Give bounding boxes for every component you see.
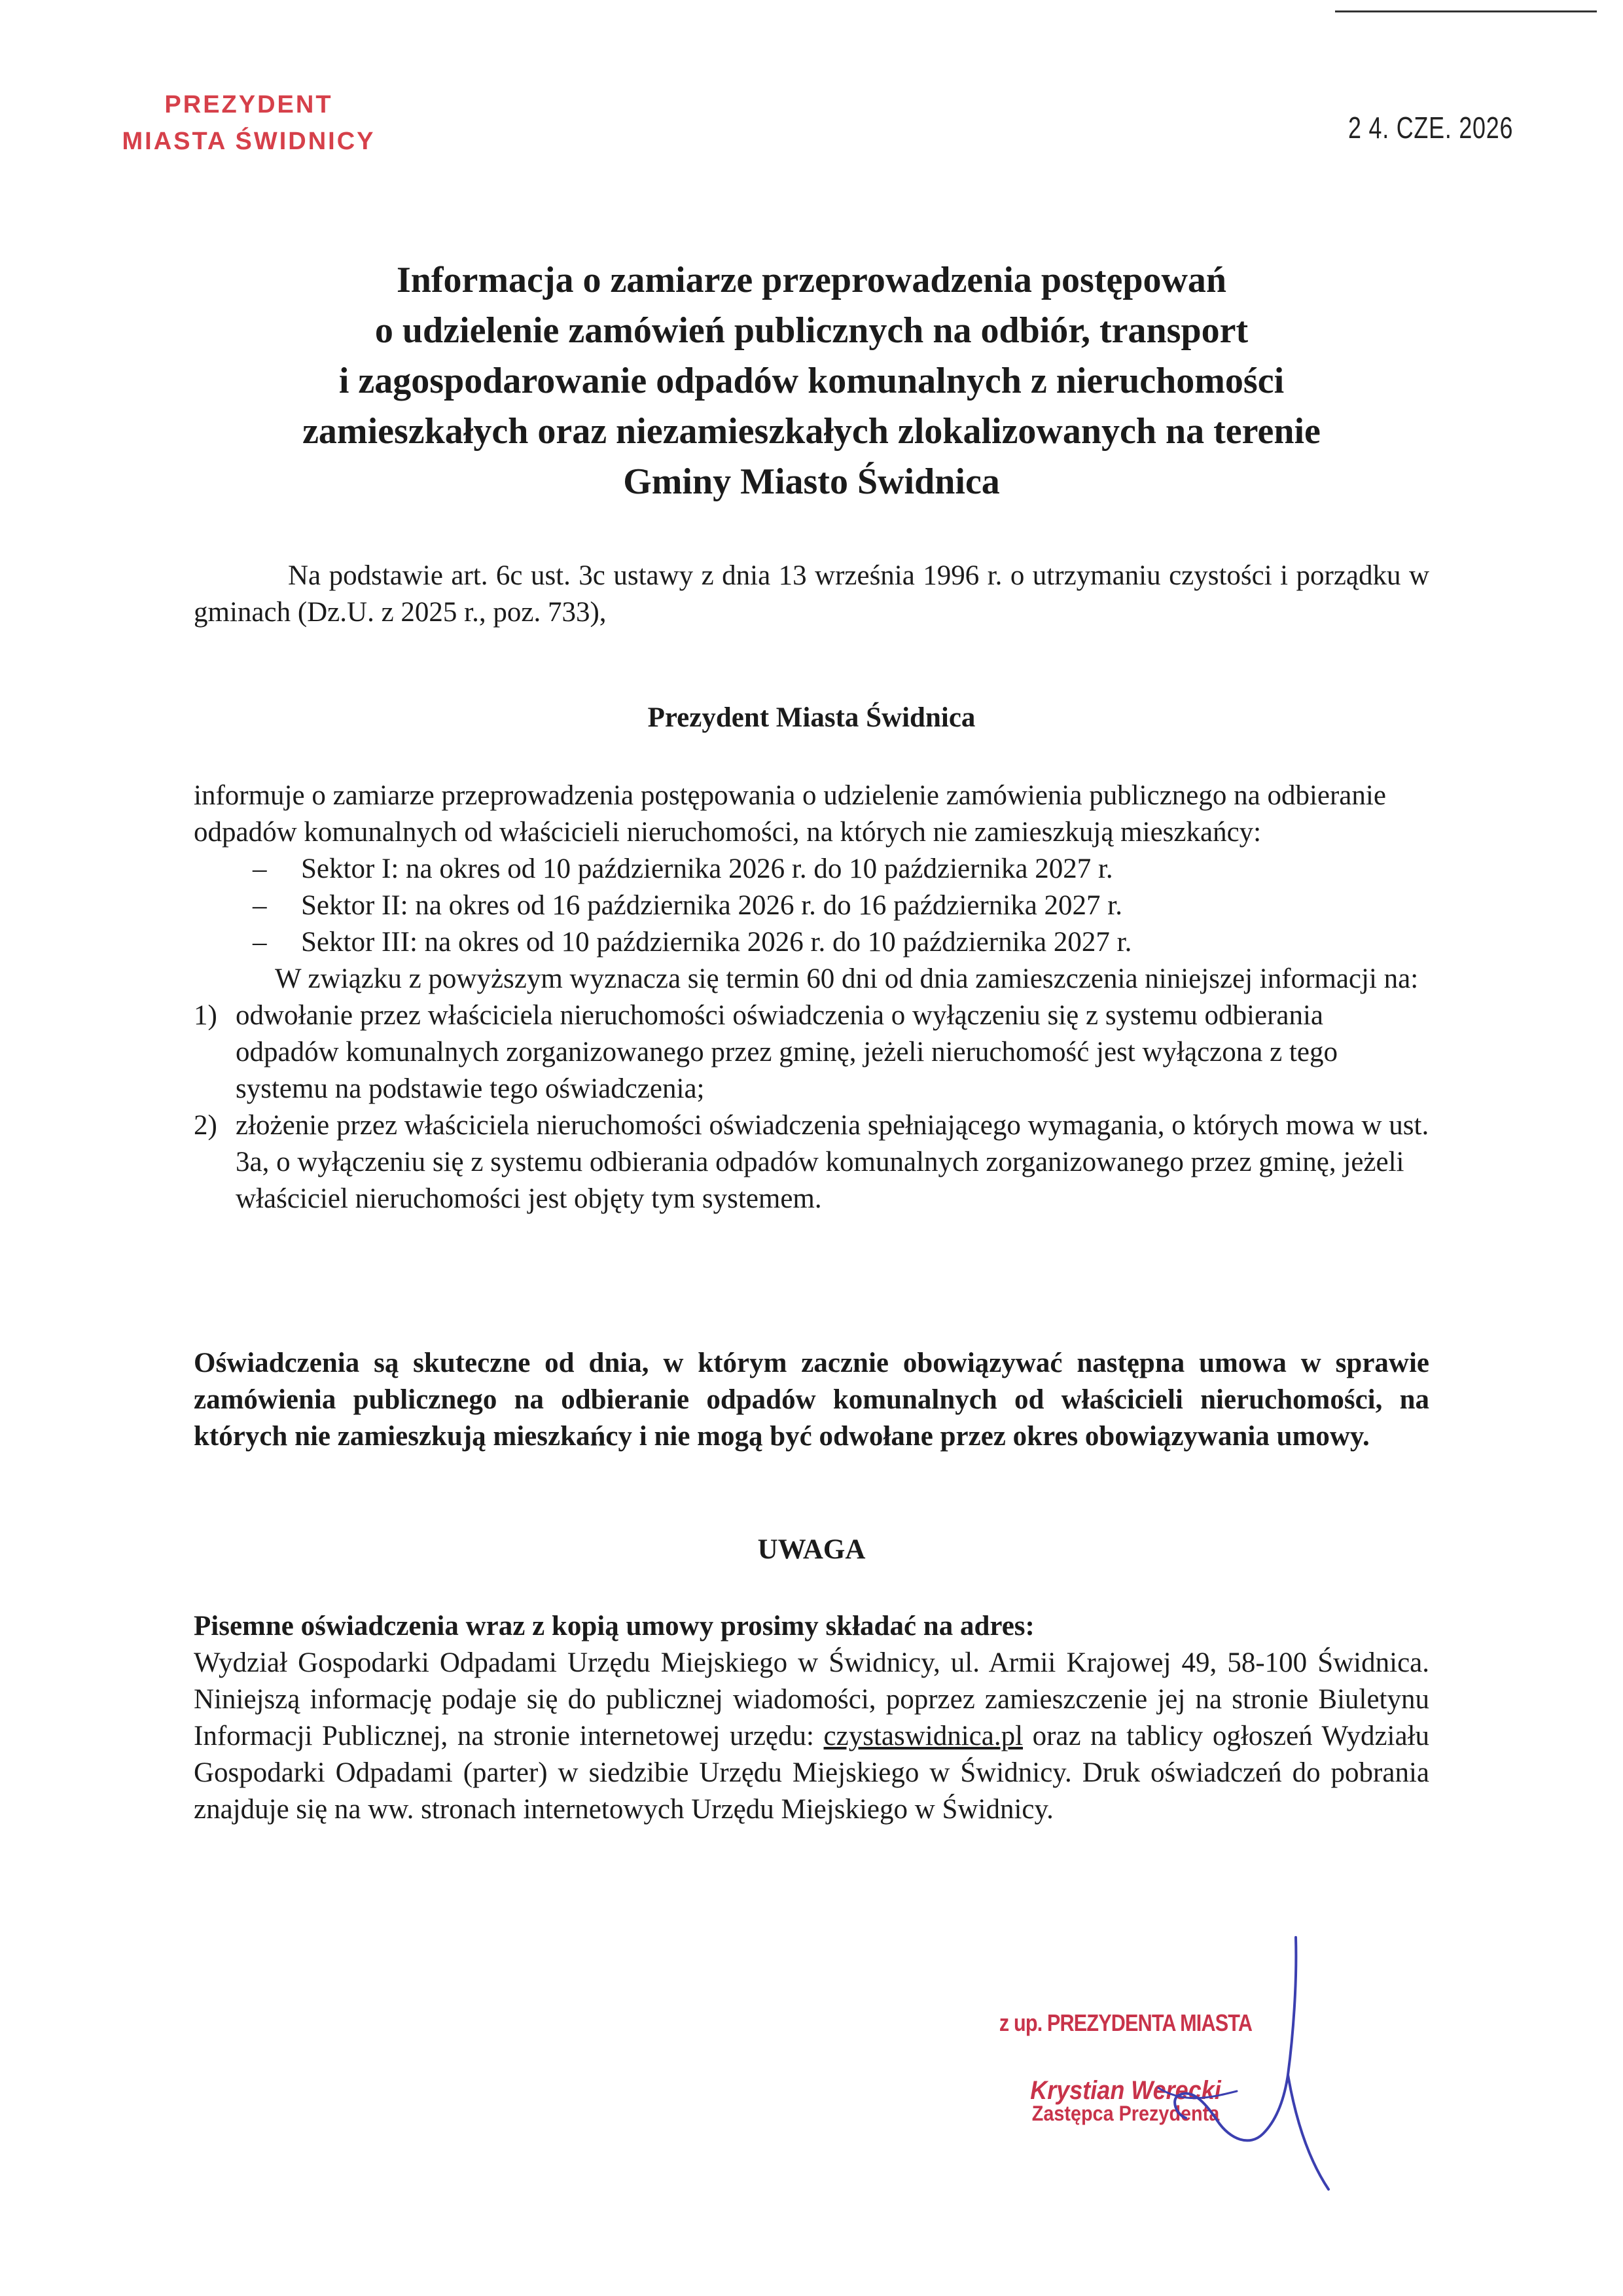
signatory-name: Krystian Werecki	[1030, 2076, 1221, 2105]
president-heading: Prezydent Miasta Świdnica	[647, 702, 976, 733]
item-text: złożenie przez właściciela nieruchomości oświadczenia spełniającego wymagania, o których mowa w ust. 3a, o wyłączeniu się z systemu odbierania odpadów komunalnych zorganizowanego przez gminę, jeżeli właściciel nieruchomości jest objęty tym systemem.	[236, 1110, 1429, 1214]
office-stamp	[98, 86, 399, 160]
numbered-item	[194, 1107, 1429, 1217]
top-rule	[1335, 10, 1597, 12]
sector-text: Sektor I: na okres od 10 października 2026 r. do 10 października 2027 r.	[301, 853, 1113, 884]
notice-heading: UWAGA	[757, 1534, 866, 1565]
website-link[interactable]: czystaswidnica.pl	[823, 1721, 1024, 1751]
address-section	[194, 1608, 1429, 1828]
item-number: 1)	[194, 1000, 217, 1031]
information-section	[194, 778, 1429, 1217]
effective-date-paragraph: Oświadczenia są skuteczne od dnia, w którym zacznie obowiązywać następna umowa w sprawie zamówienia publicznego na odbieranie odpadów komunalnych od właścicieli nieruchomości, na których nie zamieszkują mieszkańcy i nie mogą być odwołane przez okres obowiązywania umowy.	[194, 1348, 1429, 1452]
sector-item	[194, 888, 1429, 924]
term-paragraph: W związku z powyższym wyznacza się termin 60 dni od dnia zamieszczenia niniejszej informacji na:	[275, 963, 1419, 994]
dash-bullet: –	[253, 890, 267, 921]
title-line: Gminy Miasto Świdnica	[623, 461, 1000, 502]
address-text: Wydział Gospodarki Odpadami Urzędu Miejskiego w Świdnicy, ul. Armii Krajowej 49, 58-100 Świdnica. Niniejszą informację podaje się do publicznej wiadomości, poprzez zamieszczenie jej na stronie Biuletynu Informacji Publicznej, na stronie internetowej urzędu:	[194, 1647, 1429, 1751]
item-number: 2)	[194, 1110, 217, 1141]
legal-basis-paragraph: Na podstawie art. 6c ust. 3c ustawy z dnia 13 września 1996 r. o utrzymaniu czystości i porządku w gminach (Dz.U. z 2025 r., poz. 733),	[194, 560, 1429, 628]
dash-bullet: –	[253, 853, 267, 884]
info-paragraph: informuje o zamiarze przeprowadzenia postępowania o udzielenie zamówienia publicznego na odbieranie odpadów komunalnych od właścicieli nieruchomości, na których nie zamieszkują mieszkańcy:	[194, 780, 1386, 848]
date-stamp: 2 4. CZE. 2026	[1348, 111, 1514, 145]
stamp-line-1: PREZYDENT	[164, 91, 333, 118]
sector-item	[194, 924, 1429, 961]
document-title	[164, 255, 1459, 507]
sector-text: Sektor II: na okres od 16 października 2026 r. do 16 października 2027 r.	[301, 890, 1122, 921]
title-line: o udzielenie zamówień publicznych na odbiór, transport	[374, 310, 1249, 351]
item-text: odwołanie przez właściciela nieruchomości oświadczenia o wyłączeniu się z systemu odbierania odpadów komunalnych zorganizowanego przez gminę, jeżeli nieruchomość jest wyłączona z tego systemu na podstawie tego oświadczenia;	[236, 1000, 1338, 1104]
dash-bullet: –	[253, 927, 267, 958]
sector-item	[194, 851, 1429, 888]
title-line: zamieszkałych oraz niezamieszkałych zlokalizowanych na terenie	[302, 411, 1321, 452]
address-lead: Pisemne oświadczenia wraz z kopią umowy prosimy składać na adres:	[194, 1611, 1035, 1641]
signatory-role: Zastępca Prezydenta	[1031, 2102, 1220, 2125]
title-line: i zagospodarowanie odpadów komunalnych z nieruchomości	[338, 361, 1285, 401]
numbered-item	[194, 997, 1429, 1107]
sector-text: Sektor III: na okres od 10 października 2026 r. do 10 października 2027 r.	[301, 927, 1132, 958]
signature-title: z up. PREZYDENTA MIASTA	[999, 2009, 1253, 2036]
title-line: Informacja o zamiarze przeprowadzenia postępowań	[396, 260, 1227, 300]
address-text-continued: oraz na tablicy ogłoszeń Wydziału Gospodarki Odpadami (parter) w siedzibie Urzędu Miejskiego w Świdnicy. Druk oświadczeń do pobrania znajduje się na ww. stronach internetowych Urzędu Miejskiego w Świdnicy.	[194, 1721, 1430, 1825]
handwritten-signature	[1113, 1924, 1387, 2199]
stamp-line-2: MIASTA ŚWIDNICY	[122, 128, 376, 155]
